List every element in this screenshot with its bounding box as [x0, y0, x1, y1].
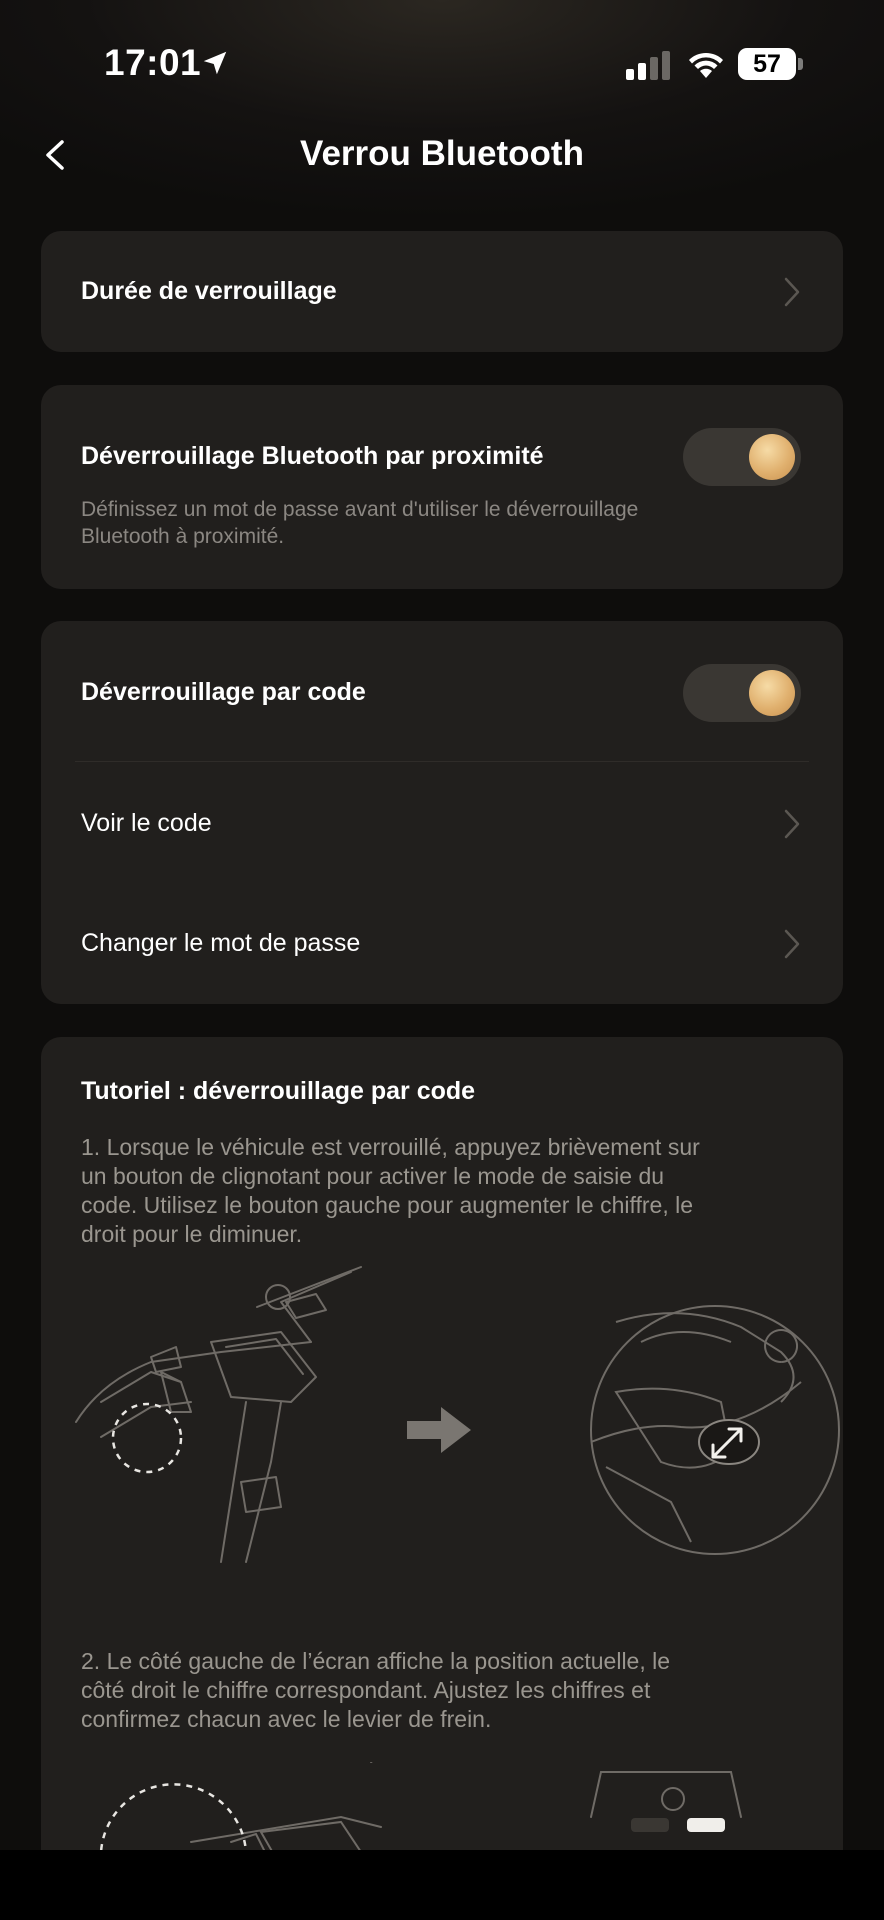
arrow-right-icon: [407, 1407, 471, 1453]
bottom-bar: [0, 1850, 884, 1920]
lock-duration-card[interactable]: [41, 231, 843, 352]
view-code-label: Voir le code: [81, 809, 212, 837]
tutorial-step1-line3: code. Utilisez le bouton gauche pour augmenter le chiffre, le: [81, 1192, 694, 1218]
handlebar-illustration: [41, 1262, 843, 1592]
page-title: Verrou Bluetooth: [300, 134, 584, 173]
tutorial-step1-line1: 1. Lorsque le véhicule est verrouillé, appuyez brièvement sur: [81, 1134, 700, 1160]
change-password-row[interactable]: [41, 883, 843, 1003]
location-arrow-icon: [200, 48, 230, 78]
status-bar: [0, 0, 884, 120]
tutorial-step2-line2: côté droit le chiffre correspondant. Ajustez les chiffres et: [81, 1677, 651, 1703]
code-unlock-card: [41, 621, 843, 1004]
wifi-icon: [686, 48, 726, 80]
status-time: 17:01: [104, 42, 202, 83]
highlight-circle: [113, 1404, 181, 1472]
chevron-right-icon: [781, 806, 803, 842]
toggle-knob: [749, 434, 795, 480]
proximity-unlock-description-line1: Définissez un mot de passe avant d'utiliser le déverrouillage: [81, 498, 639, 521]
tutorial-step2-line1: 2. Le côté gauche de l’écran affiche la position actuelle, le: [81, 1648, 671, 1674]
brake-lever-illustration: [41, 1762, 843, 1850]
view-code-row[interactable]: [41, 762, 843, 882]
tutorial-step1-line2: un bouton de clignotant pour activer le mode de saisie du: [81, 1163, 665, 1189]
chevron-right-icon: [781, 926, 803, 962]
battery-icon: [738, 48, 804, 80]
tutorial-card: [41, 1037, 843, 1850]
code-unlock-label: Déverrouillage par code: [81, 678, 366, 706]
proximity-unlock-label: Déverrouillage Bluetooth par proximité: [81, 442, 544, 470]
proximity-unlock-card: [41, 385, 843, 589]
cellular-signal-icon: [626, 50, 670, 80]
chevron-right-icon: [781, 274, 803, 310]
toggle-knob: [749, 670, 795, 716]
code-unlock-toggle[interactable]: [683, 664, 801, 722]
tutorial-title: Tutoriel : déverrouillage par code: [81, 1077, 476, 1105]
change-password-label: Changer le mot de passe: [81, 929, 361, 957]
lock-duration-label: Durée de verrouillage: [81, 277, 337, 305]
tutorial-step1-line4: droit pour le diminuer.: [81, 1221, 303, 1247]
tutorial-step2-line3: confirmez chacun avec le levier de frein.: [81, 1706, 492, 1732]
proximity-unlock-toggle[interactable]: [683, 428, 801, 486]
proximity-unlock-description-line2: Bluetooth à proximité.: [81, 525, 285, 548]
battery-level: 57: [738, 48, 796, 80]
